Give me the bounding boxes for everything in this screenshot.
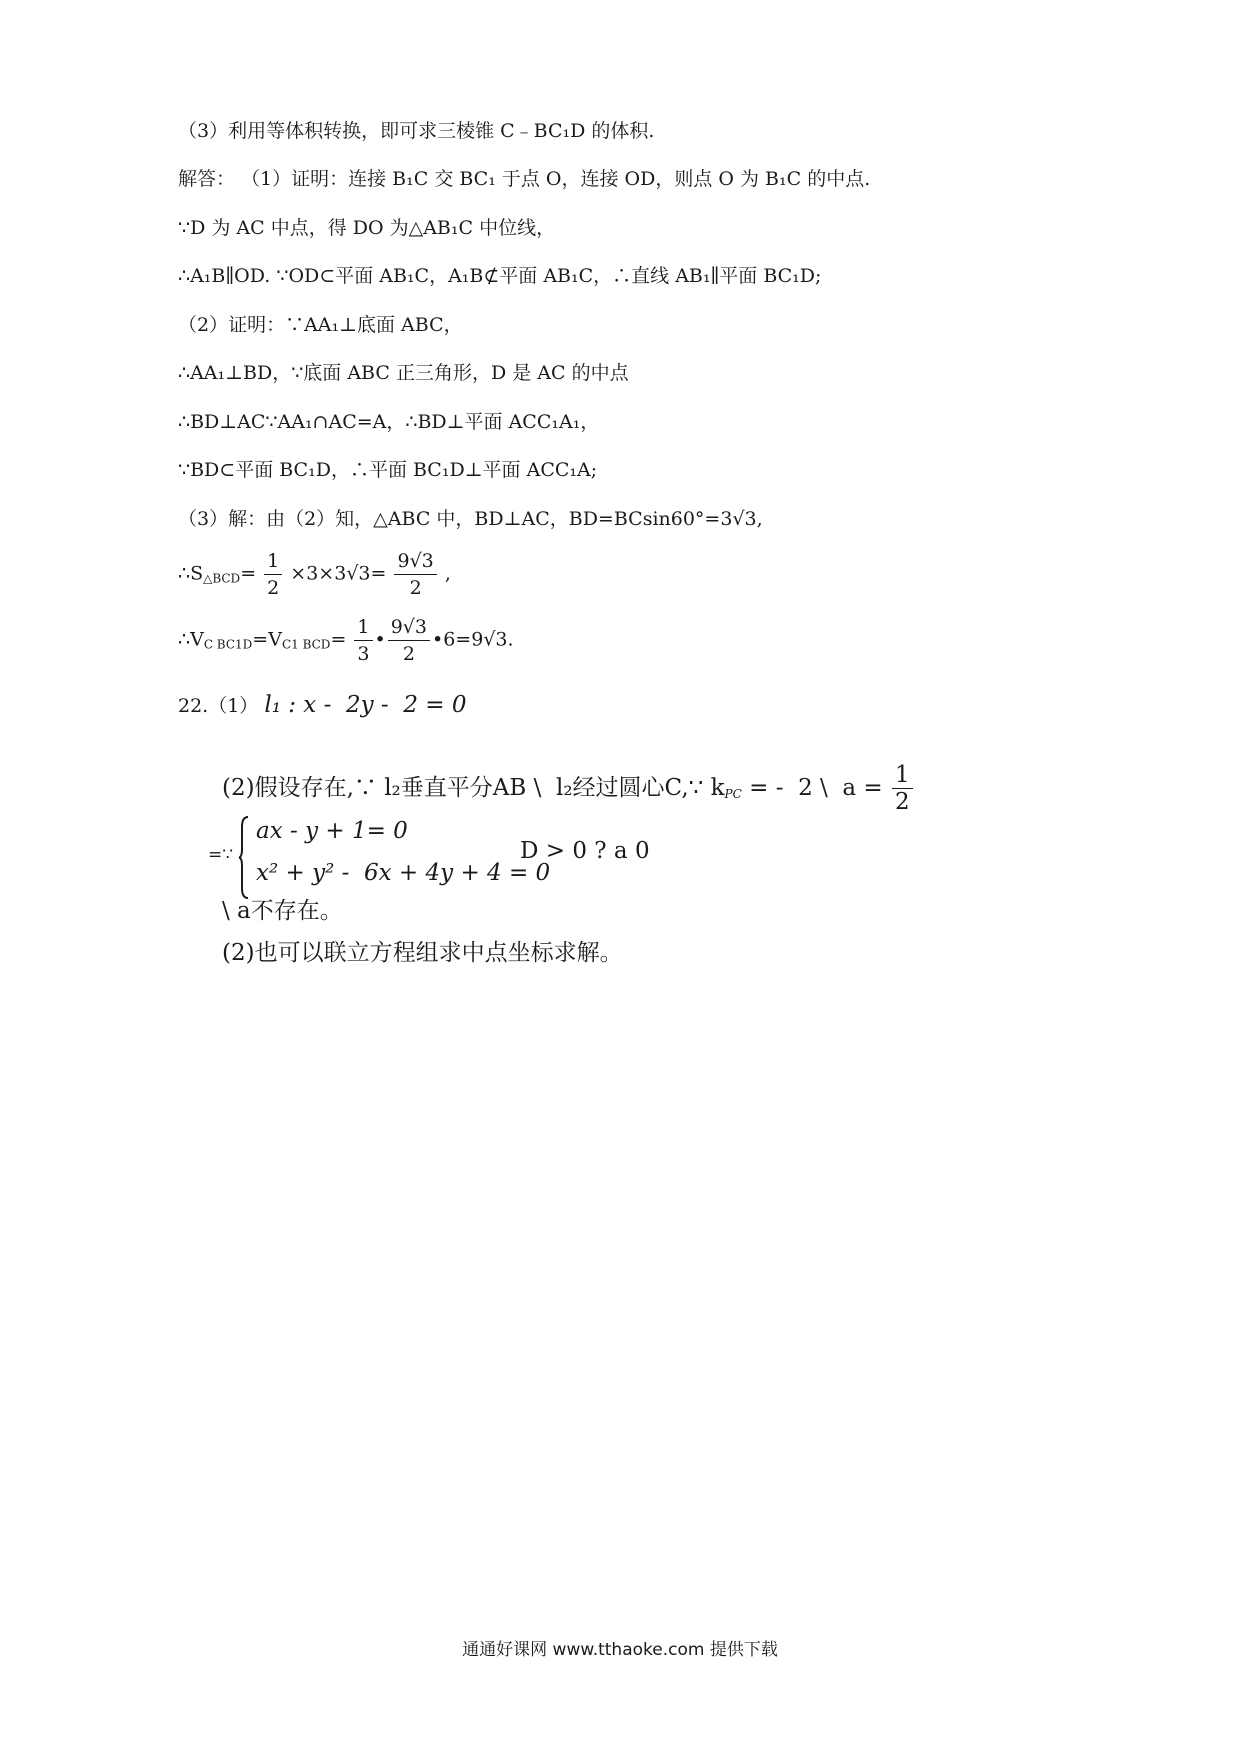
q22-part1 xyxy=(178,692,466,719)
solution-line-8: ∵BD⊂平面 BC₁D，∴平面 BC₁D⊥平面 ACC₁A; xyxy=(178,459,598,481)
volume-eq1: =V xyxy=(252,628,282,651)
area-frac1-den: 2 xyxy=(267,577,280,599)
solution-line-7: ∴BD⊥AC∵AA₁∩AC=A，∴BD⊥平面 ACC₁A₁， xyxy=(178,411,600,433)
q22-note: (2)也可以联立方程组求中点坐标求解。 xyxy=(222,940,623,966)
q22-part2-text: (2)假设存在,∵ l₂垂直平分AB \ l₂经过圆心C,∵ k xyxy=(222,775,725,801)
q22-part2 xyxy=(222,762,915,815)
area-frac1-num: 1 xyxy=(264,548,282,575)
volume-frac1-den: 3 xyxy=(357,643,370,665)
area-mid: ×3×3√3= xyxy=(290,562,387,585)
area-frac2-num: 9√3 xyxy=(394,548,436,575)
area-end: , xyxy=(444,562,451,585)
volume-subscript-1: C BC1D xyxy=(203,637,253,652)
volume-fraction-1 xyxy=(354,614,372,667)
volume-dot: • xyxy=(374,628,386,651)
q22-discriminant: D > 0 ? a 0 xyxy=(520,838,650,864)
volume-prefix: ∴V xyxy=(178,628,204,651)
volume-frac1-num: 1 xyxy=(354,614,372,641)
solution-part1-intro: 解答： （1）证明：连接 B₁C 交 BC₁ 于点 O，连接 OD，则点 O 为 B₁C 的中点. xyxy=(178,168,871,190)
area-prefix: ∴S xyxy=(178,562,204,585)
area-frac2-den: 2 xyxy=(409,577,422,599)
q22-frac-den: 2 xyxy=(895,789,910,815)
volume-eq2: = xyxy=(330,628,347,651)
q22-conclusion: \ a不存在。 xyxy=(222,898,343,924)
volume-formula xyxy=(178,614,514,667)
solution-part2-intro: （2）证明：∵AA₁⊥底面 ABC， xyxy=(178,314,463,336)
volume-frac2-num: 9√3 xyxy=(388,614,430,641)
area-subscript: △BCD xyxy=(203,571,241,586)
q22-system-eq2-text: x² + y² - 6x + 4y + 4 = 0 xyxy=(256,860,551,886)
volume-frac2-den: 2 xyxy=(402,643,415,665)
q22-part2-tail: = - 2 \ a = xyxy=(741,775,883,801)
q22-label: 22.（1） xyxy=(178,695,259,717)
area-formula xyxy=(178,548,451,601)
q22-frac-num: 1 xyxy=(892,762,913,789)
q22-slope-subscript: PC xyxy=(724,787,742,801)
volume-fraction-2 xyxy=(388,614,430,667)
area-fraction-2 xyxy=(394,548,436,601)
q22-fraction xyxy=(892,762,913,815)
solution-part3-intro: （3）解：由（2）知，△ABC 中，BD⊥AC，BD=BCsin60°=3√3, xyxy=(178,508,763,530)
solution-line-4: ∴A₁B∥OD. ∵OD⊂平面 AB₁C，A₁B⊄平面 AB₁C，∴直线 AB₁∥平面 BC₁D; xyxy=(178,265,822,287)
q22-system-eq2 xyxy=(256,860,550,886)
analysis-step-3: （3）利用等体积转换，即可求三棱锥 C﹣BC₁D 的体积. xyxy=(178,120,655,142)
page-footer: 通通好课网 www.tthaoke.com 提供下载 xyxy=(462,1640,778,1660)
system-brace-icon xyxy=(238,815,250,900)
q22-system-eq1: ax - y + 1= 0 xyxy=(256,818,408,844)
q22-system-prefix: =∵ xyxy=(208,845,234,865)
area-fraction-1 xyxy=(264,548,282,601)
solution-line-3: ∵D 为 AC 中点，得 DO 为△AB₁C 中位线， xyxy=(178,217,556,239)
q22-line-equation: l₁ : x - 2y - 2 = 0 xyxy=(264,692,467,718)
volume-subscript-2: C1 BCD xyxy=(281,637,331,652)
volume-end: •6=9√3. xyxy=(432,628,514,651)
solution-line-6: ∴AA₁⊥BD，∵底面 ABC 正三角形，D 是 AC 的中点 xyxy=(178,362,629,384)
area-eq: = xyxy=(240,562,257,585)
